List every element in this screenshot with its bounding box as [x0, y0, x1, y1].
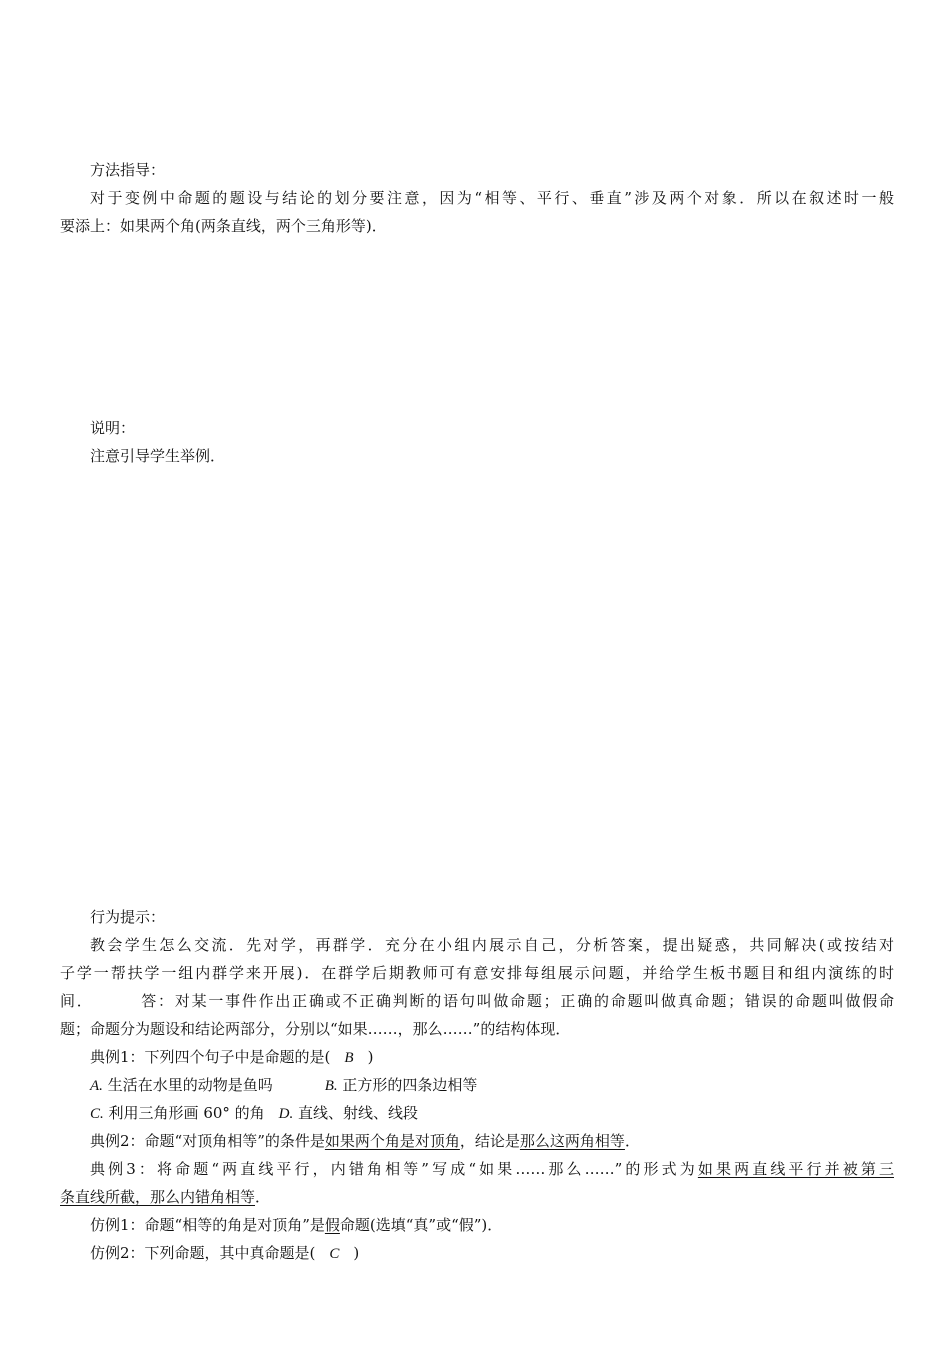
option-c-letter: C.: [90, 1106, 104, 1122]
example-1-options-ab: [60, 1071, 894, 1099]
example-2-middle: ，结论是: [459, 1132, 520, 1150]
behavior-heading: 行为提示：: [90, 908, 166, 926]
imitation-2-answer: C: [329, 1246, 340, 1262]
behavior-line-3: [60, 987, 894, 1015]
imitation-1-answer: 假: [324, 1216, 340, 1234]
example-1-options-cd: [60, 1099, 894, 1127]
example-2-prefix: 典例2：命题“对顶角相等”的条件是: [90, 1132, 325, 1150]
behavior-line-2: 子学一帮扶学一组内群学来开展)．在群学后期教师可有意安排每组展示问题，并给学生板书题目和组内演练的时: [60, 964, 894, 982]
note-line-1: 注意引导学生举例．: [90, 447, 226, 465]
imitation-2: [60, 1239, 894, 1267]
imitation-1-prefix: 仿例1：命题“相等的角是对顶角”是: [90, 1216, 325, 1234]
imitation-2-close-paren: ): [353, 1244, 360, 1262]
behavior-answer-text: 答：对某一事件作出正确或不正确判断的语句叫做命题；正确的命题叫做真命题；错误的命题叫做假命: [139, 992, 894, 1010]
example-1-stem: [60, 1043, 894, 1071]
example-3-end: ．: [255, 1188, 271, 1206]
option-d-letter: D.: [278, 1106, 294, 1122]
example-2-conclusion-answer: 那么这两角相等: [519, 1132, 625, 1150]
method-guidance-section: [60, 156, 894, 240]
behavior-line-3-start: 间．: [60, 992, 94, 1010]
example-3-answer-part-1: 如果两直线平行并被第三: [697, 1160, 894, 1178]
method-heading: 方法指导：: [90, 161, 166, 179]
behavior-line-1: 教会学生怎么交流．先对学，再群学．充分在小组内展示自己，分析答案，提出疑惑，共同解决(或按结对: [90, 936, 894, 954]
option-b-text: 正方形的四条边相等: [342, 1076, 478, 1094]
note-section: [60, 414, 894, 470]
imitation-2-question: 仿例2：下列命题，其中真命题是(: [90, 1244, 316, 1262]
example-1-question: 典例1：下列四个句子中是命题的是(: [90, 1048, 331, 1066]
method-paragraph-line-1: 对于变例中命题的题设与结论的划分要注意，因为“相等、平行、垂直”涉及两个对象．所以在叙述时一般: [90, 189, 894, 207]
example-3-line-2: [60, 1183, 894, 1211]
option-c-text: 利用三角形画 60° 的角: [108, 1104, 265, 1122]
example-2-condition-answer: 如果两个角是对顶角: [324, 1132, 460, 1150]
note-heading: 说明：: [90, 419, 136, 437]
imitation-1: [60, 1211, 894, 1239]
method-paragraph-line-2: 要添上：如果两个角(两条直线，两个三角形等)．: [60, 217, 387, 235]
option-a-letter: A.: [90, 1078, 103, 1094]
imitation-1-suffix: 命题(选填“真”或“假”)．: [339, 1216, 503, 1234]
example-1-answer: B: [344, 1050, 354, 1066]
option-d-text: 直线、射线、线段: [298, 1104, 419, 1122]
example-2-end: ．: [624, 1132, 640, 1150]
option-a-text: 生活在水里的动物是鱼吗: [107, 1076, 273, 1094]
example-3-prefix: 典例3：将命题“两直线平行，内错角相等”写成“如果……那么……”的形式为: [90, 1160, 698, 1178]
behavior-line-4: 题；命题分为题设和结论两部分，分别以“如果……，那么……”的结构体现．: [60, 1020, 571, 1038]
example-3-line-1: [60, 1155, 894, 1183]
example-1-close-paren: ): [367, 1048, 374, 1066]
example-2: [60, 1127, 894, 1155]
option-b-letter: B.: [324, 1078, 338, 1094]
example-3-answer-part-2: 条直线所截，那么内错角相等: [60, 1188, 256, 1206]
behavior-hint-section: [60, 903, 894, 1267]
